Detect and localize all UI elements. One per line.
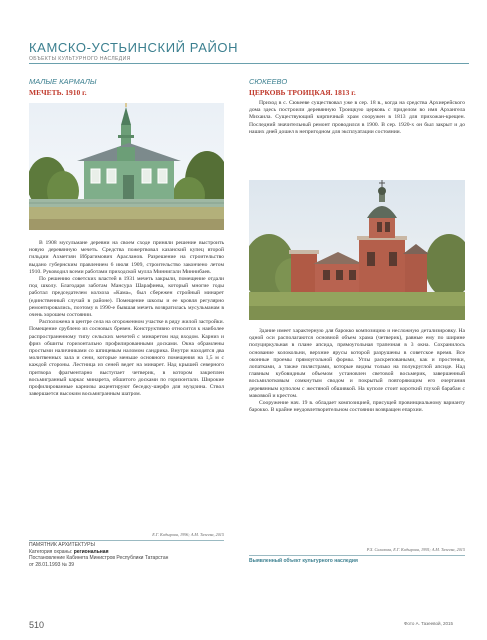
church-illustration	[249, 180, 465, 320]
left-photo-caption: Е.Г. Кадырова, 1996; А.М. Тазеева, 2015	[152, 532, 224, 537]
right-object-title: ЦЕРКОВЬ ТРОИЦКАЯ. 1813 г.	[249, 88, 356, 97]
monument-info	[29, 542, 229, 568]
region-subtitle: ОБЪЕКТЫ КУЛЬТУРНОГО НАСЛЕДИЯ	[29, 56, 131, 62]
page-number: 510	[29, 620, 45, 630]
heritage-status: Выявленный объект культурного наследия	[249, 558, 358, 564]
monument-decree: Постановление Кабинета Министров Республики Татарстан	[29, 555, 169, 562]
right-divider	[249, 555, 465, 556]
mosque-photo	[29, 103, 224, 230]
category-value: региональная	[73, 548, 109, 555]
left-paragraph-1: В 1908 мусульмане деревни на своем сходе приняли решение выстроить новую деревянную мечеть. Средства пожертвовал казанский купец второй гильдии Ахметзян Ибрагимович Арасланов. Разрешение на строительство выдано губернским правлением 6 июля 1909, строительство закончено летом 1910. Руководил всеми работами приходской мулла Миннигали Миннибаев.	[29, 240, 224, 275]
header-divider	[29, 63, 469, 64]
left-place-name: МАЛЫЕ КАРМАЛЫ	[29, 77, 97, 86]
monument-heading: ПАМЯТНИК АРХИТЕКТУРЫ	[29, 542, 95, 548]
church-photo	[249, 180, 465, 320]
category-label: Категория охраны:	[29, 548, 73, 555]
left-paragraph-3: Расположена в центре села на огороженном участке в ряду жилой застройки. Помещение срублено из сосновых бревен. Конструктивно относится к наиболее распространенному типу сельских мечетей с минаретом над входом. Карниз и фриз обшиты горизонтально профилированными досками. Окна обрамлены простыми наличниками со шпицевым наломом сандрика. Внутри находятся два молитвенных зала и сени, которые меньше основного помещения на 1,5 м с каждой стороны. Лестница из сеней ведет на минарет. Над крышей северного притвора фрагментарно выступает четверик, в котором закреплен восьмигранный каркас минарета, обшитого досками по горизонтали. Широкие профилированные карнизы акцентируют беседку-шерфэ для муэдзина. Ствол завершается высоким восьмигранным шатром.	[29, 319, 224, 398]
right-place-name: СЮКЕЕВО	[249, 77, 288, 86]
right-intro-paragraph: Приход в с. Сюкееве существовал уже в сер. 18 в., когда на средства Архиерейского дома здесь построили деревянную Троицкую церковь с приделом во имя Архангела Михаила. Существующий кирпичный храм сооружен в 1813 для прихожан-крещен. Последний значительный ремонт проводился в 1900. В сер. 1920-х он был закрыт и до наших дней дошел в непригодном для эксплуатации состоянии.	[249, 100, 465, 135]
left-body-text	[29, 240, 224, 398]
footer-photo-credit: Фото А. Тазеевой, 2015	[404, 621, 453, 626]
monument-decree-date: от 28.01.1993 № 39	[29, 561, 75, 568]
right-body-text	[249, 328, 465, 414]
mosque-illustration	[29, 103, 224, 230]
left-object-title: МЕЧЕТЬ. 1910 г.	[29, 88, 87, 97]
left-paragraph-2: По решению советских властей в 1931 мечеть закрыли, помещение отдали под школу. Благодаря заботам Мансура Шарафиева, который многие годы работал председателем колхоза «Кама», был сбережен стройный минарет (единственный случай в районе). Помещение школы и ее кровля регулярно ремонтировались, поэтому в 1990-е бывшая мечеть возвратилась мусульманам в очень хорошем состоянии.	[29, 276, 224, 319]
region-title: КАМСКО-УСТЬИНСКИЙ РАЙОН	[29, 40, 239, 55]
right-intro-text	[249, 100, 465, 136]
left-divider	[29, 540, 224, 541]
right-photo-caption: Р.Х. Салахова, Е.Г. Кадырова, 1995; А.М. Тазеева, 2015	[366, 547, 465, 552]
right-paragraph-2: Сооружение нач. 19 в. обладает композицией, присущей провинциальному варианту барокко. В крайне неудовлетворительном состоянии возвращен епархии.	[249, 400, 465, 414]
monument-category	[29, 549, 229, 556]
right-paragraph-1: Здание имеет характерную для барокко композицию и несложную детализировку. На одной оси располагаются основной объем храма (четверик), равные ему по ширине полуциркульная в плане апсида, прямоугольная трапезная в 3 окна. Сохранилось основание колокольни, верхние ярусы которой разрушены в советское время. Все оконные проемы прямоугольной формы. Углы раскреповаными, как и простенки, лопатками, а также пилястрами, которые видны только на полукруглой апсиде. Над главным кубовидным объемом установлен световой восьмерик, завершенный восьмилотковым сомкнутым сводом и покрытый повторяющим его очертания деревянным куполом с жестяной обшивкой. На куполе стоит короткий глухой барабан с маковкой и крестом.	[249, 328, 465, 399]
